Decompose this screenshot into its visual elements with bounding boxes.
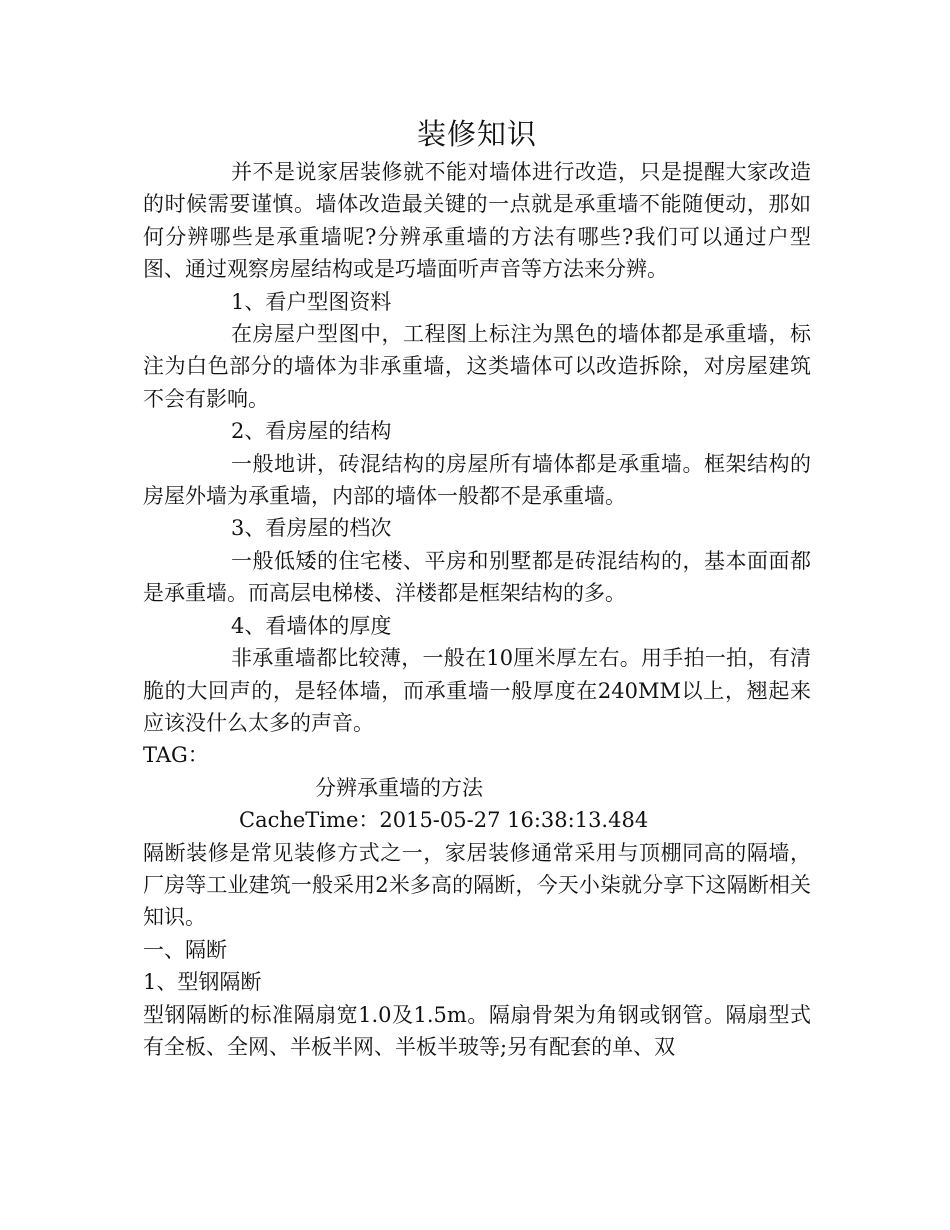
tag-value: 分辨承重墙的方法 <box>315 775 483 800</box>
second-intro-paragraph: 隔断装修是常见装修方式之一，家居装修通常采用与顶棚同高的隔墙，厂房等工业建筑一般采用2米多高的隔断，今天小柒就分享下这隔断相关知识。 <box>143 840 811 930</box>
part-heading: 一、隔断 <box>143 937 227 962</box>
section-heading-4: 4、看墙体的厚度 <box>231 613 392 638</box>
section-heading-1: 1、看户型图资料 <box>231 289 392 314</box>
section-body-4: 非承重墙都比较薄，一般在10厘米厚左右。用手拍一拍，有清脆的大回声的，是轻体墙，而承重墙一般厚度在240MM以上，翘起来应该没什么太多的声音。 <box>143 646 811 735</box>
section-heading-2: 2、看房屋的结构 <box>231 419 392 444</box>
section-body-1: 在房屋户型图中，工程图上标注为黑色的墙体都是承重墙，标注为白色部分的墙体为非承重墙，这类墙体可以改造拆除，对房屋建筑不会有影响。 <box>143 322 811 411</box>
final-paragraph: 型钢隔断的标准隔扇宽1.0及1.5m。隔扇骨架为角钢或钢管。隔扇型式有全板、全网、半板半网、半板半玻等;另有配套的单、双 <box>143 1002 811 1059</box>
document-title: 装修知识 <box>416 117 537 151</box>
cache-time: CacheTime：2015-05-27 16:38:13.484 <box>239 808 649 833</box>
section-body-2: 一般地讲，砖混结构的房屋所有墙体都是承重墙。框架结构的房屋外墙为承重墙，内部的墙体一般都不是承重墙。 <box>143 451 811 509</box>
intro-paragraph: 并不是说家居装修就不能对墙体进行改造，只是提醒大家改造的时候需要谨慎。墙体改造最关键的一点就是承重墙不能随便动，那如何分辨哪些是承重墙呢?分辨承重墙的方法有哪些?我们可以通过户型图、通过观察房屋结构或是巧墙面听声音等方法来分辨。 <box>143 160 811 282</box>
section-body-3: 一般低矮的住宅楼、平房和别墅都是砖混结构的，基本面面都是承重墙。而高层电梯楼、洋楼都是框架结构的多。 <box>143 548 811 606</box>
section-heading-3: 3、看房屋的档次 <box>231 516 392 541</box>
tag-label: TAG： <box>143 743 209 768</box>
sub-heading: 1、型钢隔断 <box>143 970 262 995</box>
document-page <box>143 112 811 1063</box>
